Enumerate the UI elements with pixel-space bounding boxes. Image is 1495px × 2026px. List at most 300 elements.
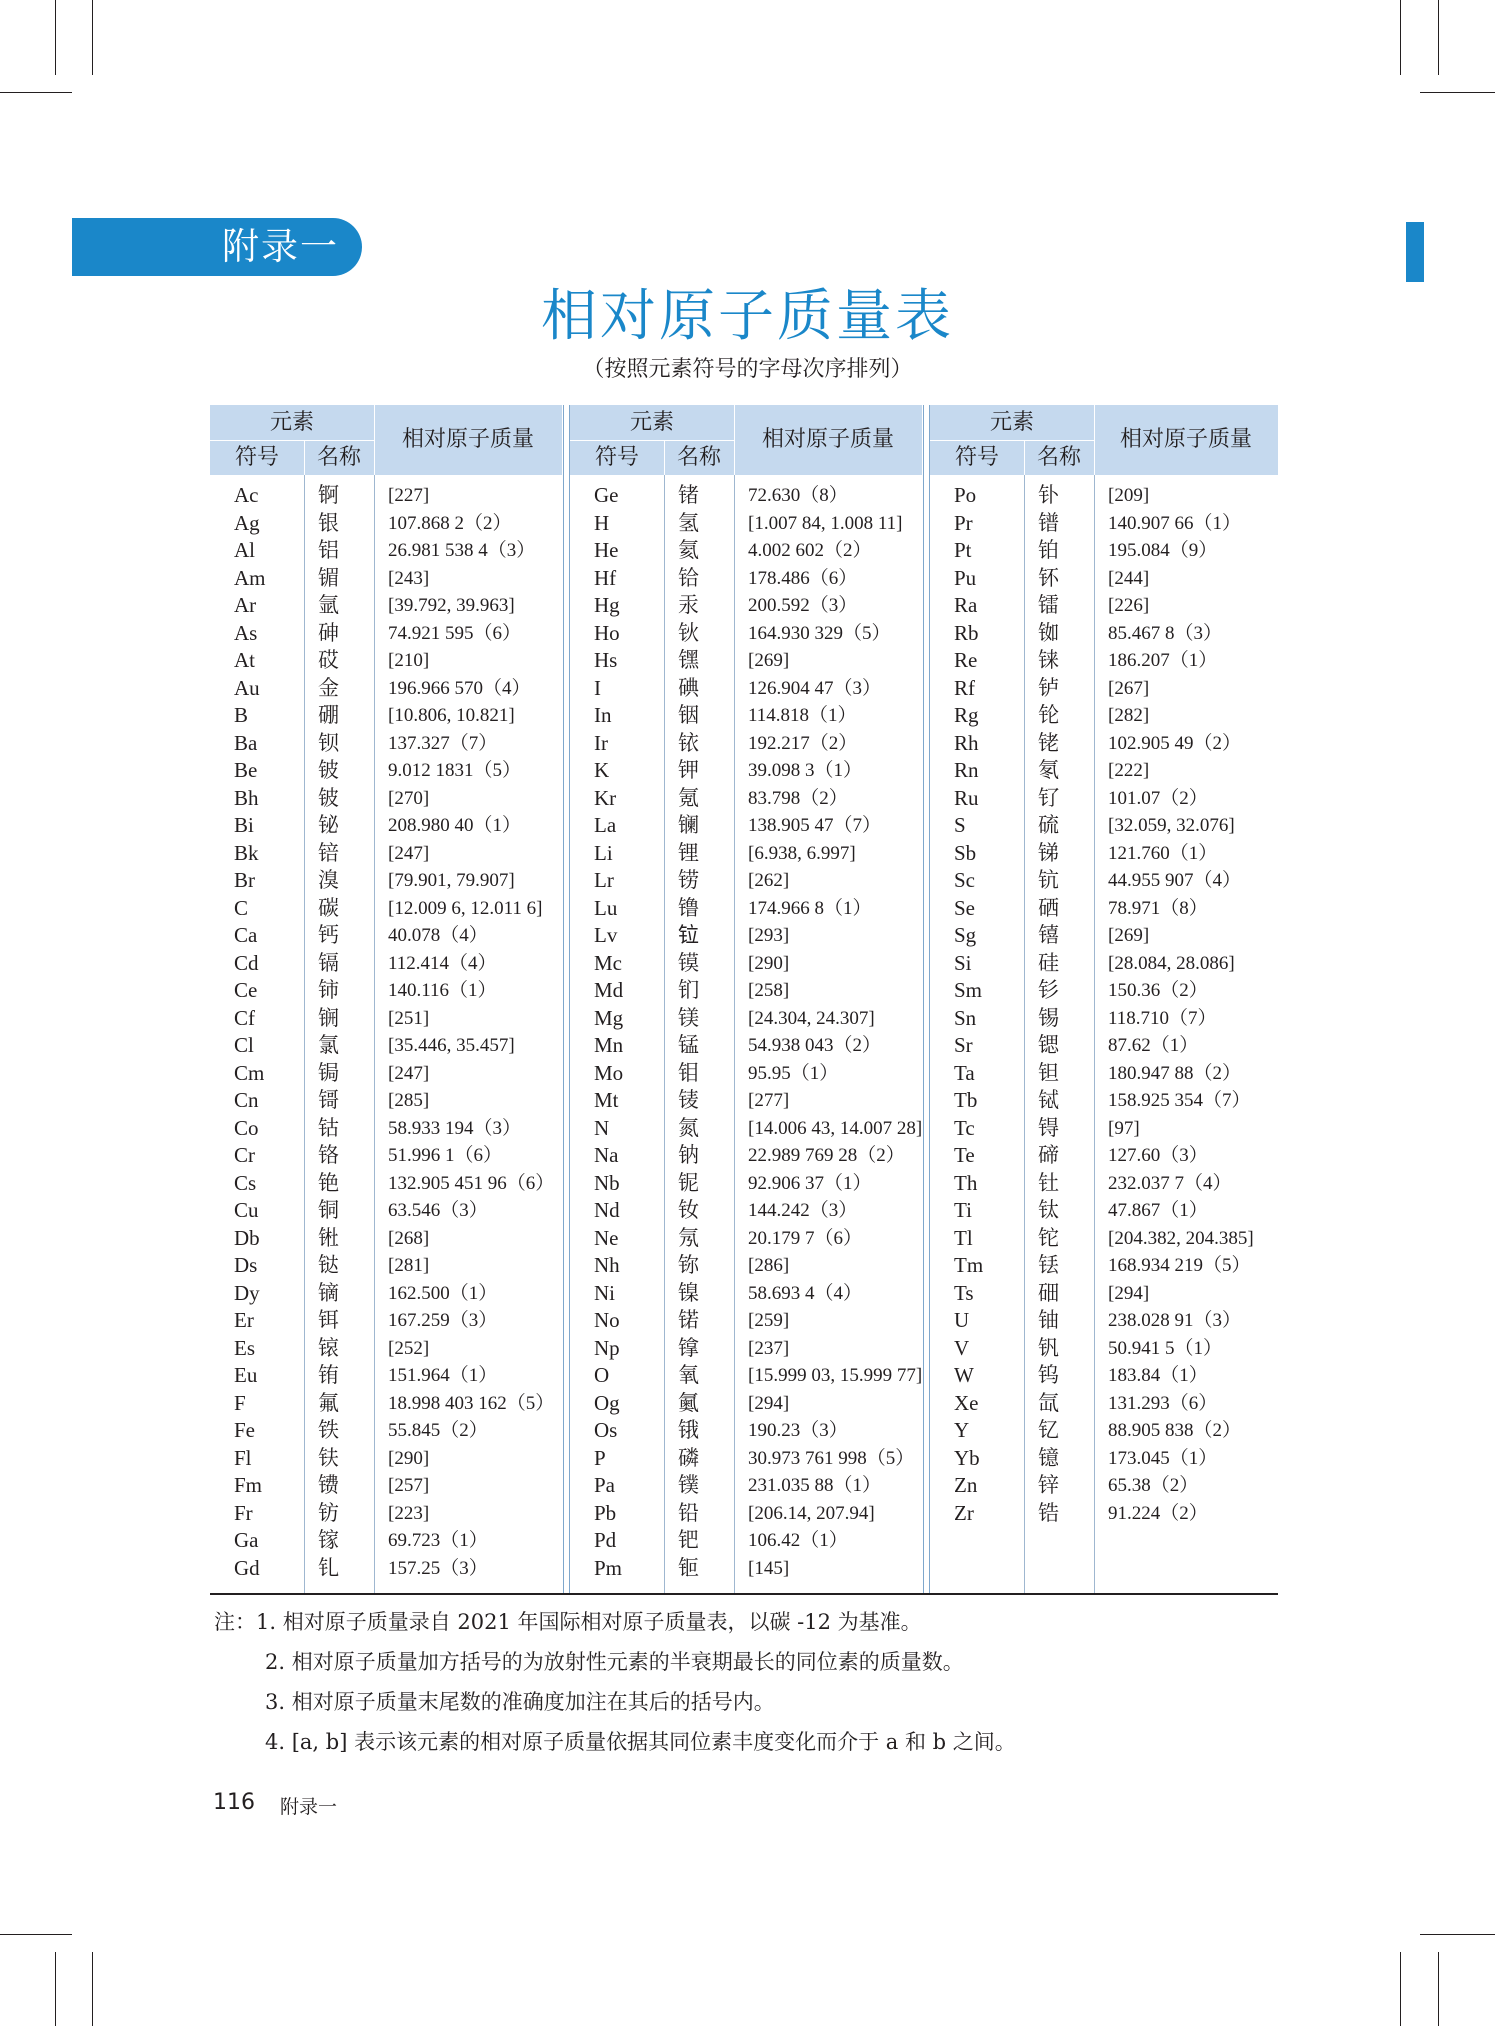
- element-name: 氩: [318, 593, 339, 617]
- element-symbol: Am: [234, 565, 266, 590]
- element-symbol: Ho: [594, 620, 620, 645]
- element-name: 氮: [678, 1115, 699, 1140]
- table-row: [930, 730, 1278, 757]
- element-name: 氧: [678, 1363, 699, 1387]
- element-symbol: Ag: [234, 510, 260, 535]
- atomic-mass: 74.921 595（6）: [388, 622, 522, 644]
- element-name: 锂: [678, 840, 699, 865]
- element-symbol: Li: [594, 840, 613, 865]
- element-symbol: Zr: [954, 1500, 974, 1525]
- table-row: [570, 702, 922, 729]
- element-symbol: Lv: [594, 923, 618, 947]
- page-number: 116: [213, 1790, 255, 1815]
- element-name: 砷: [318, 620, 339, 645]
- element-name: 锌: [1038, 1473, 1059, 1497]
- element-symbol: Og: [594, 1390, 620, 1415]
- element-name: 铕: [318, 1363, 339, 1387]
- element-name: 𬬭: [1038, 703, 1059, 727]
- table-row: [210, 950, 562, 977]
- element-name: 钷: [678, 1555, 699, 1580]
- table-row: [570, 482, 922, 509]
- element-name: 锎: [318, 1005, 339, 1030]
- atomic-mass: [15.999 03, 15.999 77]: [748, 1365, 923, 1386]
- atomic-mass: [258]: [748, 980, 790, 1001]
- atomic-mass: [247]: [388, 1062, 430, 1084]
- table-row: [570, 867, 922, 894]
- element-name: 铯: [318, 1170, 339, 1195]
- atomic-mass: 190.23（3）: [748, 1420, 848, 1441]
- table-row: [210, 1252, 562, 1279]
- element-name: 铌: [678, 1170, 699, 1195]
- table-bottom-rule: [210, 1593, 1278, 1595]
- element-name: 镥: [678, 895, 699, 920]
- table-row: [210, 1225, 562, 1252]
- element-name: 镄: [318, 1473, 339, 1497]
- atomic-mass: [12.009 6, 12.011 6]: [388, 897, 543, 919]
- element-name: 硅: [1038, 950, 1059, 975]
- element-name: 铪: [678, 565, 699, 590]
- element-symbol: Fe: [234, 1418, 255, 1442]
- table-row: [930, 1390, 1278, 1417]
- atomic-mass: 168.934 219（5）: [1108, 1255, 1251, 1276]
- element-name: 碘: [678, 675, 699, 700]
- atomic-mass: [262]: [748, 870, 790, 891]
- atomic-mass: 51.996 1（6）: [388, 1145, 503, 1166]
- table-row: [570, 592, 922, 619]
- element-symbol: Hf: [594, 565, 617, 590]
- table-row: [930, 1142, 1278, 1169]
- table-header: [570, 405, 922, 475]
- element-name: 钬: [678, 620, 699, 645]
- atomic-mass: [32.059, 32.076]: [1108, 815, 1235, 836]
- element-symbol: F: [234, 1390, 246, 1415]
- element-symbol: Kr: [594, 785, 617, 810]
- atomic-mass: [237]: [748, 1337, 790, 1359]
- header-mass: 相对原子质量: [401, 427, 534, 452]
- element-symbol: Cr: [234, 1143, 255, 1167]
- atomic-mass: [35.446, 35.457]: [388, 1035, 515, 1056]
- table-row: [930, 1472, 1278, 1499]
- table-row: [210, 785, 562, 812]
- table-row: [210, 675, 562, 702]
- table-row: [930, 1060, 1278, 1087]
- atomic-mass: 30.973 761 998（5）: [748, 1447, 915, 1469]
- table-row: [210, 510, 562, 537]
- element-symbol: Br: [234, 868, 255, 892]
- element-name: 镅: [318, 565, 339, 590]
- atomic-mass: 183.84（1）: [1108, 1365, 1208, 1386]
- table-row: [210, 1527, 562, 1554]
- element-name: 氖: [678, 1225, 699, 1250]
- table-row: [210, 702, 562, 729]
- atomic-mass: 107.868 2（2）: [388, 512, 512, 534]
- element-name: 铀: [1038, 1308, 1059, 1332]
- header-mass: 相对原子质量: [761, 427, 894, 452]
- element-symbol: In: [594, 703, 612, 727]
- atomic-mass: 85.467 8（3）: [1108, 622, 1223, 644]
- atomic-mass: [269]: [748, 650, 790, 671]
- element-name: 𬭊: [318, 1225, 339, 1250]
- element-symbol: B: [234, 703, 249, 727]
- crop-mark: [55, 0, 56, 75]
- atomic-mass: 231.035 88（1）: [748, 1475, 882, 1496]
- table-row: [570, 647, 922, 674]
- atomic-mass: 54.938 043（2）: [748, 1035, 882, 1056]
- element-name: 汞: [678, 593, 699, 617]
- element-symbol: Ar: [234, 593, 257, 617]
- element-name: 氪: [678, 785, 699, 810]
- atomic-mass: 118.710（7）: [1108, 1007, 1217, 1029]
- atomic-mass: 50.941 5（1）: [1108, 1337, 1223, 1359]
- atomic-mass: [145]: [748, 1557, 790, 1579]
- table-row: [930, 1252, 1278, 1279]
- atomic-mass: [267]: [1108, 677, 1150, 699]
- atomic-mass: [209]: [1108, 485, 1150, 506]
- element-symbol: Te: [954, 1143, 975, 1167]
- element-symbol: Dy: [234, 1280, 260, 1305]
- table-row: [570, 1087, 922, 1114]
- table-row: [930, 702, 1278, 729]
- table-row: [570, 537, 922, 564]
- table-row: [210, 1362, 562, 1389]
- table-row: [210, 1500, 562, 1527]
- atomic-mass: [290]: [388, 1447, 430, 1469]
- element-name: 𬬻: [1038, 675, 1059, 700]
- table-row: [570, 1307, 922, 1334]
- element-name: 钙: [318, 923, 339, 947]
- table-header: [210, 405, 562, 475]
- table-row: [210, 482, 562, 509]
- atomic-mass: 180.947 88（2）: [1108, 1062, 1242, 1084]
- table-row: [210, 757, 562, 784]
- table-row: [930, 647, 1278, 674]
- element-symbol: Pr: [954, 510, 973, 535]
- element-symbol: Yb: [954, 1445, 980, 1470]
- table-row: [570, 620, 922, 647]
- element-symbol: Lr: [594, 868, 614, 892]
- crop-mark: [92, 0, 93, 75]
- atomic-mass: [97]: [1108, 1117, 1140, 1139]
- element-name: 镱: [1038, 1445, 1059, 1470]
- atomic-mass: 127.60（3）: [1108, 1145, 1208, 1166]
- atomic-mass: 44.955 907（4）: [1108, 870, 1242, 891]
- atomic-mass: 91.224（2）: [1108, 1502, 1208, 1524]
- atomic-mass: [14.006 43, 14.007 28]: [748, 1117, 923, 1139]
- header-mass: 相对原子质量: [1119, 427, 1252, 452]
- atomic-mass: [243]: [388, 567, 430, 589]
- element-name: 硼: [318, 703, 339, 727]
- element-symbol: Sb: [954, 840, 977, 865]
- element-symbol: Ca: [234, 923, 258, 947]
- table-row: [570, 950, 922, 977]
- crop-mark: [1420, 92, 1495, 93]
- atomic-mass: [281]: [388, 1255, 430, 1276]
- table-row: [210, 592, 562, 619]
- atomic-mass: 208.980 40（1）: [388, 815, 522, 836]
- element-name: 锫: [318, 840, 339, 865]
- element-symbol: Ru: [954, 785, 979, 810]
- header-name: 名称: [1036, 445, 1081, 470]
- table-row: [210, 812, 562, 839]
- table-row: [210, 1087, 562, 1114]
- element-name: 镎: [678, 1335, 699, 1360]
- element-name: 锑: [1038, 840, 1059, 865]
- element-name: 钼: [678, 1060, 699, 1085]
- element-name: 铋: [318, 813, 339, 837]
- element-name: 溴: [318, 868, 339, 892]
- element-symbol: Ir: [594, 730, 608, 755]
- atomic-mass: [268]: [388, 1227, 430, 1249]
- element-symbol: Rg: [954, 703, 979, 727]
- table-row: [930, 867, 1278, 894]
- element-symbol: Hg: [594, 593, 620, 617]
- element-name: 钛: [1038, 1198, 1059, 1222]
- table-row: [570, 895, 922, 922]
- element-symbol: Co: [234, 1115, 259, 1140]
- element-name: 硒: [1038, 895, 1059, 920]
- atomic-mass: 65.38（2）: [1108, 1475, 1199, 1496]
- table-row: [930, 510, 1278, 537]
- element-name: 铟: [678, 703, 699, 727]
- atomic-mass: [206.14, 207.94]: [748, 1502, 875, 1524]
- crop-mark: [92, 1952, 93, 2026]
- table-row: [930, 537, 1278, 564]
- element-symbol: Es: [234, 1335, 255, 1360]
- table-row: [570, 977, 922, 1004]
- element-name: 铬: [318, 1143, 339, 1167]
- element-symbol: Bk: [234, 840, 259, 865]
- crop-mark: [1438, 1952, 1439, 2026]
- crop-mark: [0, 92, 72, 93]
- element-symbol: Mo: [594, 1060, 624, 1085]
- element-name: 铊: [1038, 1225, 1059, 1250]
- atomic-mass: [223]: [388, 1502, 430, 1524]
- element-name: 钽: [1038, 1060, 1059, 1085]
- element-name: 锔: [318, 1060, 339, 1085]
- element-symbol: Na: [594, 1143, 619, 1167]
- table-row: [930, 592, 1278, 619]
- crop-mark: [1420, 1934, 1495, 1935]
- atomic-mass: 83.798（2）: [748, 787, 848, 809]
- atomic-mass: 87.62（1）: [1108, 1035, 1199, 1056]
- table-panel: [210, 405, 562, 1595]
- element-symbol: Sc: [954, 868, 975, 892]
- element-symbol: P: [594, 1445, 606, 1470]
- table-row: [210, 1307, 562, 1334]
- atomic-mass: [251]: [388, 1007, 430, 1029]
- element-symbol: Ne: [594, 1225, 619, 1250]
- atomic-mass: 69.723（1）: [388, 1530, 488, 1551]
- table-row: [570, 1555, 922, 1582]
- element-symbol: S: [954, 813, 966, 837]
- element-symbol: Hs: [594, 648, 618, 672]
- atomic-mass: 158.925 354（7）: [1108, 1090, 1251, 1111]
- atomic-mass: 164.930 329（5）: [748, 622, 891, 644]
- element-symbol: At: [234, 648, 255, 672]
- table-row: [210, 895, 562, 922]
- column-divider: [374, 405, 375, 475]
- header-symbol: 符号: [234, 445, 279, 470]
- table-row: [570, 730, 922, 757]
- element-name: 氟: [318, 1390, 339, 1415]
- element-name: 氡: [1038, 758, 1059, 782]
- header-name: 名称: [676, 445, 721, 470]
- element-symbol: Pt: [954, 538, 972, 562]
- atomic-mass: 47.867（1）: [1108, 1200, 1208, 1221]
- element-name: 锶: [1038, 1033, 1059, 1057]
- table-row: [210, 730, 562, 757]
- atomic-mass: 232.037 7（4）: [1108, 1172, 1232, 1194]
- element-name: 硫: [1038, 813, 1059, 837]
- atomic-mass: 88.905 838（2）: [1108, 1420, 1242, 1441]
- element-symbol: Mg: [594, 1005, 624, 1030]
- element-symbol: Cu: [234, 1198, 259, 1222]
- header-element: 元素: [210, 405, 374, 441]
- element-symbol: No: [594, 1308, 620, 1332]
- table-row: [570, 1197, 922, 1224]
- atomic-mass: 121.760（1）: [1108, 842, 1218, 864]
- table-row: [930, 950, 1278, 977]
- element-symbol: Cf: [234, 1005, 255, 1030]
- atomic-mass: [10.806, 10.821]: [388, 705, 515, 726]
- atomic-mass: [226]: [1108, 595, 1150, 616]
- element-name: 锆: [1038, 1500, 1059, 1525]
- element-symbol: Ds: [234, 1253, 258, 1277]
- element-symbol: Rn: [954, 758, 979, 782]
- atomic-mass: [257]: [388, 1475, 430, 1496]
- element-symbol: Fl: [234, 1445, 252, 1470]
- element-name: 𬭶: [678, 648, 699, 672]
- element-name: 锗: [678, 483, 699, 507]
- table-row: [930, 785, 1278, 812]
- element-symbol: Cn: [234, 1088, 259, 1112]
- element-symbol: Pd: [594, 1528, 617, 1552]
- element-name: 钪: [1038, 868, 1059, 892]
- element-symbol: La: [594, 813, 617, 837]
- table-row: [570, 1500, 922, 1527]
- atomic-mass: [204.382, 204.385]: [1108, 1227, 1254, 1249]
- element-symbol: Se: [954, 895, 975, 920]
- table-row: [210, 922, 562, 949]
- atomic-mass: [294]: [1108, 1282, 1150, 1304]
- element-symbol: Pa: [594, 1473, 615, 1497]
- element-symbol: Pu: [954, 565, 977, 590]
- atomic-mass: 162.500（1）: [388, 1282, 498, 1304]
- header-element: 元素: [930, 405, 1094, 441]
- table-row: [570, 1280, 922, 1307]
- element-name: 铒: [318, 1308, 339, 1332]
- appendix-tab: 附录一: [72, 218, 362, 276]
- crop-mark: [55, 1952, 56, 2026]
- atomic-mass: 192.217（2）: [748, 732, 858, 754]
- atomic-mass: 63.546（3）: [388, 1200, 488, 1221]
- element-symbol: Xe: [954, 1390, 979, 1415]
- element-symbol: Ba: [234, 730, 258, 755]
- table-row: [570, 1390, 922, 1417]
- table-row: [570, 785, 922, 812]
- atomic-mass: [252]: [388, 1337, 430, 1359]
- element-name: 铥: [1038, 1253, 1059, 1277]
- column-divider: [304, 440, 305, 475]
- element-symbol: Nb: [594, 1170, 620, 1195]
- element-name: 铝: [318, 538, 339, 562]
- table-row: [210, 1472, 562, 1499]
- table-row: [210, 1335, 562, 1362]
- element-symbol: Be: [234, 758, 258, 782]
- column-divider: [734, 405, 735, 475]
- element-name: 鿫: [678, 1390, 699, 1415]
- table-row: [570, 1115, 922, 1142]
- table-row: [210, 1197, 562, 1224]
- atomic-mass: 196.966 570（4）: [388, 677, 531, 699]
- element-symbol: Lu: [594, 895, 618, 920]
- atomic-mass: 174.966 8（1）: [748, 897, 872, 919]
- table-row: [210, 1170, 562, 1197]
- element-symbol: Rf: [954, 675, 975, 700]
- table-row: [930, 1417, 1278, 1444]
- element-symbol: Si: [954, 950, 972, 975]
- table-row: [930, 1500, 1278, 1527]
- table-row: [570, 757, 922, 784]
- element-name: 钕: [678, 1198, 699, 1222]
- table-row: [570, 1362, 922, 1389]
- atomic-mass: [294]: [748, 1392, 790, 1414]
- atomic-mass: [39.792, 39.963]: [388, 595, 515, 616]
- table-row: [210, 1142, 562, 1169]
- table-row: [570, 1032, 922, 1059]
- crop-mark: [0, 1934, 72, 1935]
- table-row: [930, 1115, 1278, 1142]
- table-row: [930, 675, 1278, 702]
- element-name: 镆: [678, 950, 699, 975]
- element-name: 铁: [318, 1418, 339, 1442]
- table-row: [210, 537, 562, 564]
- element-name: 铷: [1038, 620, 1059, 645]
- table-row: [930, 1280, 1278, 1307]
- table-row: [210, 1032, 562, 1059]
- element-name: 𬭳: [1038, 923, 1059, 947]
- atomic-mass: 126.904 47（3）: [748, 677, 882, 699]
- atomic-mass: [24.304, 24.307]: [748, 1007, 875, 1029]
- element-symbol: Ac: [234, 483, 259, 507]
- table-row: [570, 1142, 922, 1169]
- element-symbol: Mc: [594, 950, 622, 975]
- element-name: 碳: [318, 895, 339, 920]
- header-symbol: 符号: [954, 445, 999, 470]
- table-row: [210, 1555, 562, 1582]
- element-symbol: Sg: [954, 923, 977, 947]
- header-element: 元素: [570, 405, 734, 441]
- table-row: [570, 565, 922, 592]
- column-divider: [664, 440, 665, 475]
- atomic-mass: [282]: [1108, 705, 1150, 726]
- table-row: [570, 675, 922, 702]
- table-row: [930, 1362, 1278, 1389]
- table-row: [930, 757, 1278, 784]
- element-symbol: Re: [954, 648, 978, 672]
- page-title: 相对原子质量表: [541, 284, 954, 349]
- atomic-mass: [277]: [748, 1090, 790, 1111]
- atomic-mass: [285]: [388, 1090, 430, 1111]
- atomic-mass: 186.207（1）: [1108, 650, 1218, 671]
- element-name: 铽: [1038, 1088, 1059, 1112]
- note-3: 3. 相对原子质量末尾数的准确度加注在其后的括号内。: [265, 1690, 775, 1714]
- element-symbol: H: [594, 510, 610, 535]
- atomic-mass: 9.012 1831（5）: [388, 760, 522, 781]
- element-symbol: W: [954, 1363, 974, 1387]
- crop-mark: [1400, 1952, 1401, 2026]
- atomic-mass: [269]: [1108, 925, 1150, 946]
